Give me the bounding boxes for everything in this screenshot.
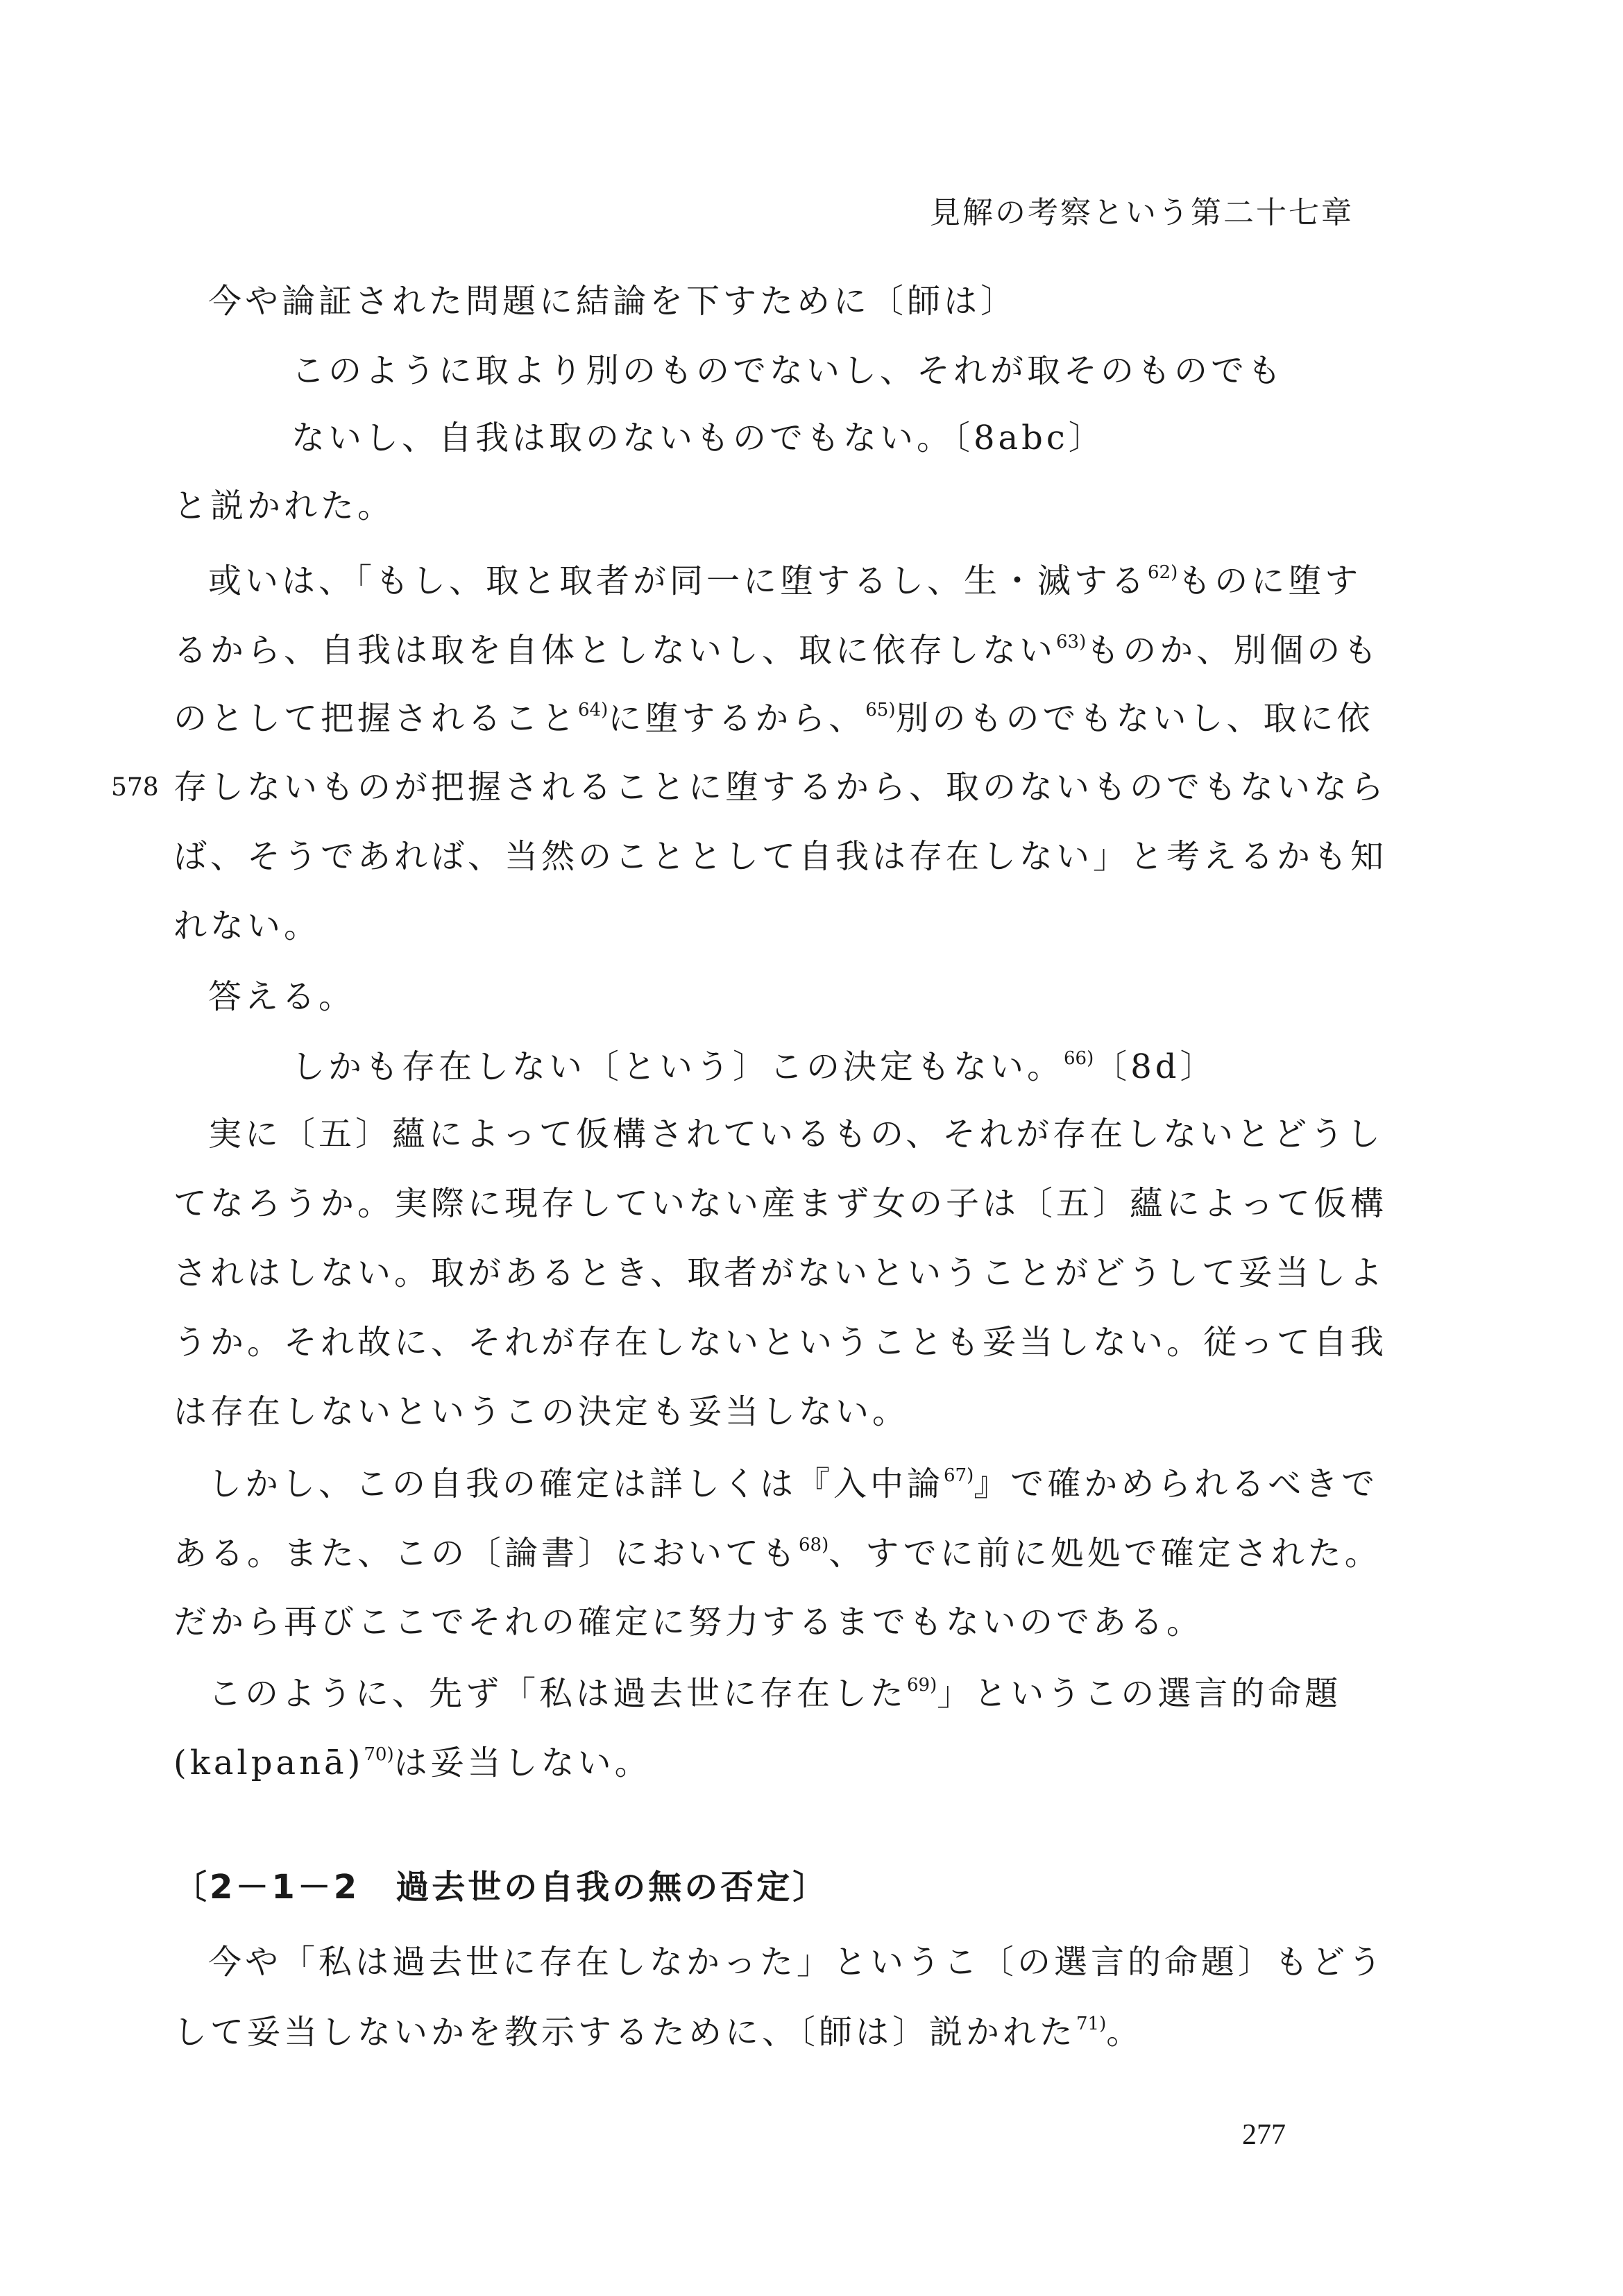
text-span: ものか、別個のも bbox=[1086, 631, 1381, 670]
margin-page-reference: 578 bbox=[111, 773, 159, 802]
text-span: しかも存在しない〔という〕この決定もない。 bbox=[291, 1047, 1064, 1086]
text-line: れない。 bbox=[173, 906, 321, 945]
footnote-ref: 67) bbox=[944, 1465, 974, 1486]
running-header: 見解の考察という第二十七章 bbox=[930, 195, 1354, 230]
text-line: と説かれた。 bbox=[173, 487, 395, 525]
footnote-ref: 70) bbox=[364, 1744, 394, 1765]
footnote-ref: 68) bbox=[799, 1535, 829, 1555]
text-span: るから、自我は取を自体としないし、取に依存しない bbox=[173, 631, 1057, 670]
text-line: 存しないものが把握されることに堕するから、取のないものでもないなら bbox=[173, 768, 1388, 807]
text-line bbox=[208, 1464, 1379, 1503]
text-line: 今や論証された問題に結論を下すために〔師は〕 bbox=[208, 282, 1018, 321]
text-span: 」というこの選言的命題 bbox=[937, 1674, 1342, 1713]
text-span: ものに堕す bbox=[1178, 562, 1362, 600]
text-span: (kalpanā) bbox=[173, 1744, 364, 1782]
footnote-ref: 65) bbox=[865, 700, 896, 720]
text-span: 。 bbox=[1106, 2013, 1144, 2052]
text-line: ば、そうであれば、当然のこととして自我は存在しない」と考えるかも知 bbox=[173, 837, 1388, 876]
text-span: 別のものでもないし、取に依 bbox=[895, 699, 1374, 738]
footnote-ref: 62) bbox=[1148, 562, 1178, 583]
text-span: ある。また、この〔論書〕においても bbox=[173, 1534, 799, 1573]
text-line bbox=[208, 564, 1361, 598]
text-span: 〔8d〕 bbox=[1094, 1047, 1217, 1086]
text-line: は存在しないというこの決定も妥当しない。 bbox=[173, 1392, 910, 1431]
text-line: だから再びここでそれの確定に努力するまでもないのである。 bbox=[173, 1603, 1204, 1641]
verse-line: ないし、自我は取のないものでもない。〔8abc〕 bbox=[291, 419, 1105, 457]
text-line: 答える。 bbox=[208, 977, 356, 1016]
footnote-ref: 69) bbox=[907, 1675, 937, 1696]
verse-line bbox=[291, 1047, 1217, 1086]
text-span: 』で確かめられるべきで bbox=[974, 1464, 1379, 1503]
footnote-ref: 71) bbox=[1076, 2014, 1107, 2034]
text-line bbox=[173, 1746, 652, 1780]
text-line: されはしない。取があるとき、取者がないということがどうして妥当しよ bbox=[173, 1253, 1386, 1292]
text-span: して妥当しないかを教示するために、〔師は〕説かれた bbox=[173, 2013, 1077, 2052]
text-line: 今や「私は過去世に存在しなかった」というこ〔の選言的命題〕もどう bbox=[208, 1943, 1386, 1982]
verse-line: このように取より別のものでないし、それが取そのものでも bbox=[291, 351, 1285, 390]
text-span: このように、先ず「私は過去世に存在した bbox=[208, 1674, 908, 1713]
text-span: 、すでに前に処処で確定された。 bbox=[829, 1534, 1382, 1573]
text-line bbox=[173, 2013, 1144, 2052]
text-span: は妥当しない。 bbox=[393, 1744, 652, 1782]
text-span: のとして把握されること bbox=[173, 699, 579, 738]
text-line: 実に〔五〕蘊によって仮構されているもの、それが存在しないとどうし bbox=[208, 1115, 1384, 1154]
text-line: うか。それ故に、それが存在しないということも妥当しない。従って自我 bbox=[173, 1323, 1388, 1362]
footnote-ref: 63) bbox=[1056, 632, 1087, 652]
text-line bbox=[208, 1674, 1342, 1713]
text-line bbox=[173, 1534, 1382, 1573]
text-line: てなろうか。実際に現存していない産まず女の子は〔五〕蘊によって仮構 bbox=[173, 1184, 1388, 1223]
text-span: しかし、この自我の確定は詳しくは『入中論 bbox=[208, 1464, 944, 1503]
page-number: 277 bbox=[1242, 2119, 1286, 2151]
section-heading: 〔2－1－2 過去世の自我の無の否定〕 bbox=[173, 1868, 829, 1907]
footnote-ref: 66) bbox=[1064, 1048, 1094, 1069]
text-span: に堕するから、 bbox=[608, 699, 866, 738]
text-span: 或いは、「もし、取と取者が同一に堕するし、生・滅する bbox=[208, 562, 1148, 600]
text-line bbox=[173, 631, 1381, 670]
text-line bbox=[173, 699, 1374, 738]
footnote-ref: 64) bbox=[578, 700, 609, 720]
